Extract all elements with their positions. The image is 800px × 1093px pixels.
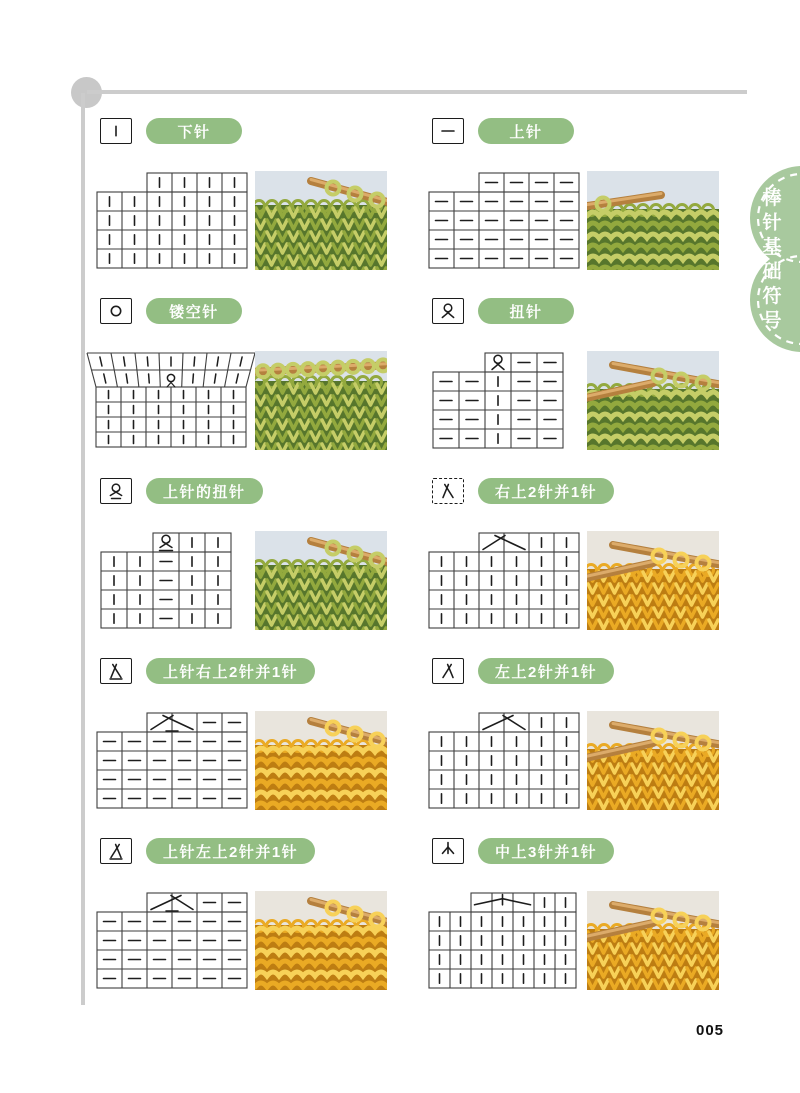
chapter-side-tab	[742, 162, 800, 352]
stitch-photo	[255, 351, 387, 450]
stitch-symbol-box	[432, 658, 464, 684]
stitch-photo	[587, 351, 719, 450]
stitch-chart-grid	[432, 352, 564, 454]
stitch-symbol-box	[432, 298, 464, 324]
stitch-label: 上针右上2针并1针	[163, 663, 299, 681]
stitch-label: 上针左上2针并1针	[163, 843, 299, 861]
stitch-label-pill	[478, 838, 614, 864]
stitch-chart-grid	[86, 352, 256, 453]
stitch-label: 右上2针并1针	[495, 483, 598, 501]
stitch-label: 上针	[509, 123, 543, 141]
stitch-entry-cdd	[428, 838, 762, 1018]
stitch-chart-grid	[428, 532, 580, 634]
stitch-chart-grid	[96, 712, 248, 814]
stitch-symbol-box	[100, 118, 132, 144]
stitch-chart-grid	[96, 172, 248, 274]
stitch-chart-grid	[100, 532, 232, 634]
stitch-photo	[255, 891, 387, 990]
page-number: 005	[695, 1022, 725, 1039]
stitch-entry-purl	[428, 118, 762, 298]
side-tab-char: 符	[762, 286, 782, 307]
stitch-chart-grid	[428, 172, 580, 274]
stitch-label: 镂空针	[169, 303, 219, 321]
left-rule-line	[81, 93, 85, 1005]
stitch-entry-ssk	[428, 478, 762, 658]
stitch-photo	[587, 711, 719, 810]
stitch-label-pill	[146, 298, 242, 324]
stitch-label-pill	[146, 658, 315, 684]
stitch-entry-purl-ssk	[96, 658, 430, 838]
stitch-entry-twist	[428, 298, 762, 478]
stitch-label-pill	[146, 838, 315, 864]
stitch-label: 下针	[177, 123, 211, 141]
stitch-label-pill	[478, 658, 614, 684]
stitch-label: 左上2针并1针	[495, 663, 598, 681]
stitch-symbol-box	[432, 478, 464, 504]
stitch-photo	[587, 891, 719, 990]
stitch-symbol-box	[100, 298, 132, 324]
stitch-entry-k2tog	[428, 658, 762, 838]
stitch-label-pill	[478, 478, 614, 504]
stitch-photo	[587, 531, 719, 630]
stitch-label-pill	[146, 478, 263, 504]
stitch-label-pill	[146, 118, 242, 144]
stitch-label: 扭针	[509, 303, 543, 321]
stitch-chart-grid	[428, 892, 577, 994]
stitch-symbol-box	[432, 118, 464, 144]
stitch-label: 中上3针并1针	[495, 843, 598, 861]
stitch-label-pill	[478, 118, 574, 144]
top-rule-line	[87, 90, 747, 94]
stitch-entry-purl-k2tog	[96, 838, 430, 1018]
side-tab-char: 础	[762, 261, 782, 283]
stitch-symbol-box	[100, 838, 132, 864]
stitch-symbol-box	[100, 478, 132, 504]
stitch-photo	[255, 171, 387, 270]
stitch-entry-purl-twist	[96, 478, 430, 658]
stitch-entry-knit	[96, 118, 430, 298]
side-tab-char: 号	[762, 310, 782, 332]
stitch-chart-grid	[96, 892, 248, 994]
stitch-photo	[255, 711, 387, 810]
stitch-photo	[587, 171, 719, 270]
stitch-entry-yarn-over	[96, 298, 430, 478]
side-tab-char: 棒	[762, 188, 782, 209]
stitch-chart-grid	[428, 712, 580, 814]
stitch-symbol-box	[432, 838, 464, 864]
stitch-label-pill	[478, 298, 574, 324]
side-tab-char: 基	[762, 237, 782, 258]
stitch-label: 上针的扭针	[163, 483, 246, 501]
stitch-symbol-box	[100, 658, 132, 684]
stitch-photo	[255, 531, 387, 630]
side-tab-char: 针	[762, 212, 782, 234]
